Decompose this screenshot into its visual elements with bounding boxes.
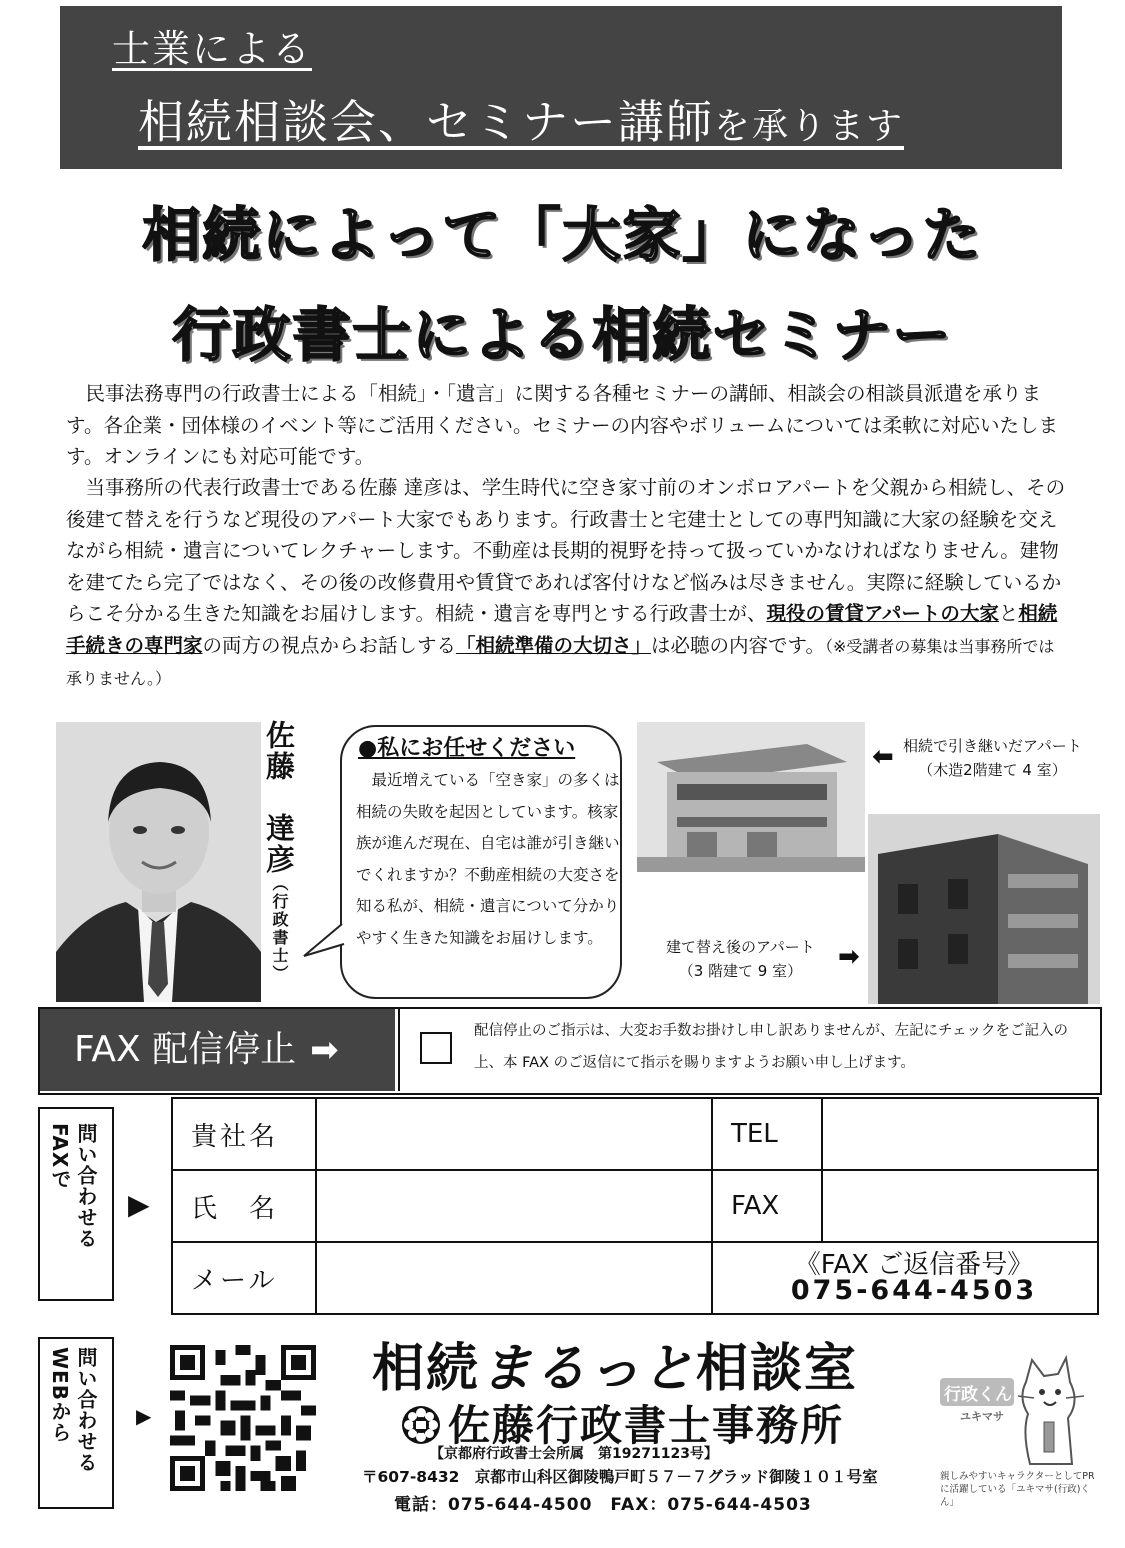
new-building-icon [868,814,1100,1004]
mascot-logo: 行政くん [944,1385,1012,1405]
old-caption-line-1: 相続で引き継いだアパート [903,737,1082,755]
old-caption-line-2: （木造2階建て 4 室） [918,761,1067,779]
email-label: メール [172,1242,316,1314]
fax-inquiry-side-label [38,1107,114,1301]
tel-field[interactable] [822,1098,1098,1170]
fax-inquiry-side-text [48,1123,72,1189]
mascot-logo-sub: ユキマサ [960,1410,1004,1423]
qr-code[interactable] [170,1345,316,1491]
speech-bubble-tail-icon [300,920,348,960]
office-address: 〒607-8432 京都市山科区御陵鴨戸町５７－７グラッド御陵１０１号室 [362,1468,878,1486]
tel-label: TEL [712,1098,822,1170]
profile-name [262,720,296,983]
side-label-inquire: 問い合わせる [74,1123,98,1249]
intro-p2-text: 当事務所の代表行政書士である佐藤 達彦は、学生時代に空き家寸前のオンボロアパートを父親から相続し、その後建て替えを行うなど現役のアパート大家でもあります。行政書士と宅建士としての専門知識に大家の経験を交えながら相続・遺言についてレクチャーします。不動産は長期的視野を持って扱っていかなければなりません。建物を建てたら完了ではなく、その後の改修費用や賃貸であれば客付けなど悩みは尽きません。実際に経験しているからこそ分かる生きた知識をお届けします。相続・遺言を専門とする行政書士が、 [66,476,1066,625]
arrow-right-icon: ➡ [310,1030,339,1070]
triangle-right-icon: ▶ [136,1404,152,1428]
old-apartment-photo [637,722,865,872]
bubble-body: 最近増えている「空き家」の多くは相続の失敗を起因としています。核家族が進んだ現在、自宅は誰が引き継いでくれますか？不動産相続の大変さを知る私が、相続・遺言について分かりやすく生きた知識をお届けします。 [356,771,620,947]
web-inquiry-side-label [38,1337,114,1509]
intro-note: （※受講者の募集は当事務所では承りません。） [66,636,1055,688]
new-caption-line-2: （3 階建て 9 室） [678,962,803,980]
fax-stop-checkbox[interactable] [420,1032,452,1064]
bubble-title: ●私にお任せください [358,736,576,761]
form-row-email [172,1242,1098,1314]
fax-stop-text: 配信停止のご指示は、大変お手数お掛けし申し訳ありませんが、左記にチェックをご記入の上、本 FAX のご返信にて指示を賜りますようお願い申し上げます。 [474,1023,1069,1071]
main-title-line-1: 相続によって「大家」になった [142,201,983,269]
highlight-expert: 相続手続きの専門家 [66,602,1058,657]
qr-code-icon [170,1345,316,1491]
old-apartment-caption [903,734,1082,782]
arrow-right-icon: ➡ [838,942,860,972]
name-label: 氏 名 [172,1170,316,1242]
form-row-company [172,1098,1098,1170]
profile-title: （行政書士） [270,875,289,983]
mascot-illustration [938,1352,1088,1467]
brand-name-a: 相続 [372,1339,481,1399]
brand-name [372,1326,858,1401]
mascot-caption: 親しみやすいキャラクターとしてPRに活躍している「ユキマサ(行政)くん」 [940,1471,1095,1508]
brand-name-c: 相談室 [696,1339,859,1399]
email-field[interactable] [316,1242,712,1314]
fax-reply-number-box [712,1242,1098,1314]
fax-label: FAX [712,1170,822,1242]
old-building-icon [637,722,865,872]
web-inquiry-side-text-2 [74,1347,98,1473]
fax-reply-label: 《FAX ご返信番号》 [794,1250,1034,1280]
new-apartment-caption [666,935,815,983]
fax-stop-label [40,1009,395,1091]
bubble-text [356,765,621,954]
intro-p2-and: と [998,602,1019,625]
fax-inquiry-form [171,1097,1099,1315]
office-name-text: 佐藤行政書士事務所 [448,1401,845,1450]
association-number: 【京都府行政書士会所属 第19271123号】 [430,1446,718,1462]
intro-p2-text-2: の両方の視点からお話しする [202,633,457,657]
person-portrait-icon [56,722,261,1002]
intro-paragraph-2 [66,472,1066,695]
side-label-web-inquire: 問い合わせる [74,1347,98,1473]
banner-line-2-main: 相続相談会、セミナー講師 [138,95,714,149]
banner-line-2-tail: を承ります [714,106,905,147]
highlight-landlord: 現役の賃貸アパートの大家 [766,602,999,625]
new-apartment-photo [868,814,1100,1004]
fax-field[interactable] [822,1170,1098,1242]
gyoseishoshi-emblem-icon [400,1404,442,1446]
fax-reply-number: 075-644-4503 [790,1275,1038,1306]
intro-p2-text-3: は必聴の内容です。 [651,633,825,657]
brand-name-b: まるっと [480,1339,697,1399]
name-field[interactable] [316,1170,712,1242]
side-label-fax: FAXで [48,1123,72,1190]
fax-stop-label-text: FAX 配信停止 [74,1029,297,1070]
form-row-name [172,1170,1098,1242]
company-label: 貴社名 [172,1098,316,1170]
office-phone: 電話：075-644-4500 FAX：075-644-4503 [394,1495,812,1515]
main-title-line-2: 行政書士による相続セミナー [172,301,953,369]
triangle-right-icon: ▶ [128,1188,150,1221]
intro-paragraph-1 [66,378,1066,473]
new-caption-line-1: 建て替え後のアパート [666,938,815,956]
highlight-importance: 「相続準備の大切さ」 [456,633,652,657]
banner-line-1: 士業による [112,27,313,71]
profile-photo [56,722,261,1002]
banner-line-2 [138,86,904,152]
side-label-web: WEBから [48,1347,72,1443]
arrow-left-icon: ⬅ [872,742,894,772]
fax-inquiry-side-text-2 [74,1123,98,1249]
company-field[interactable] [316,1098,712,1170]
divider [398,1009,400,1091]
web-inquiry-side-text [48,1347,72,1443]
intro-p1-text: 民事法務専門の行政書士による「相続」・「遺言」に関する各種セミナーの講師、相談会の相談員派遣を承ります。各企業・団体様のイベント等にご活用ください。セミナーの内容やボリュームについては柔軟に対応いたします。オンラインにも対応可能です。 [66,382,1058,468]
profile-name-text: 佐藤 達彦 [262,720,296,875]
